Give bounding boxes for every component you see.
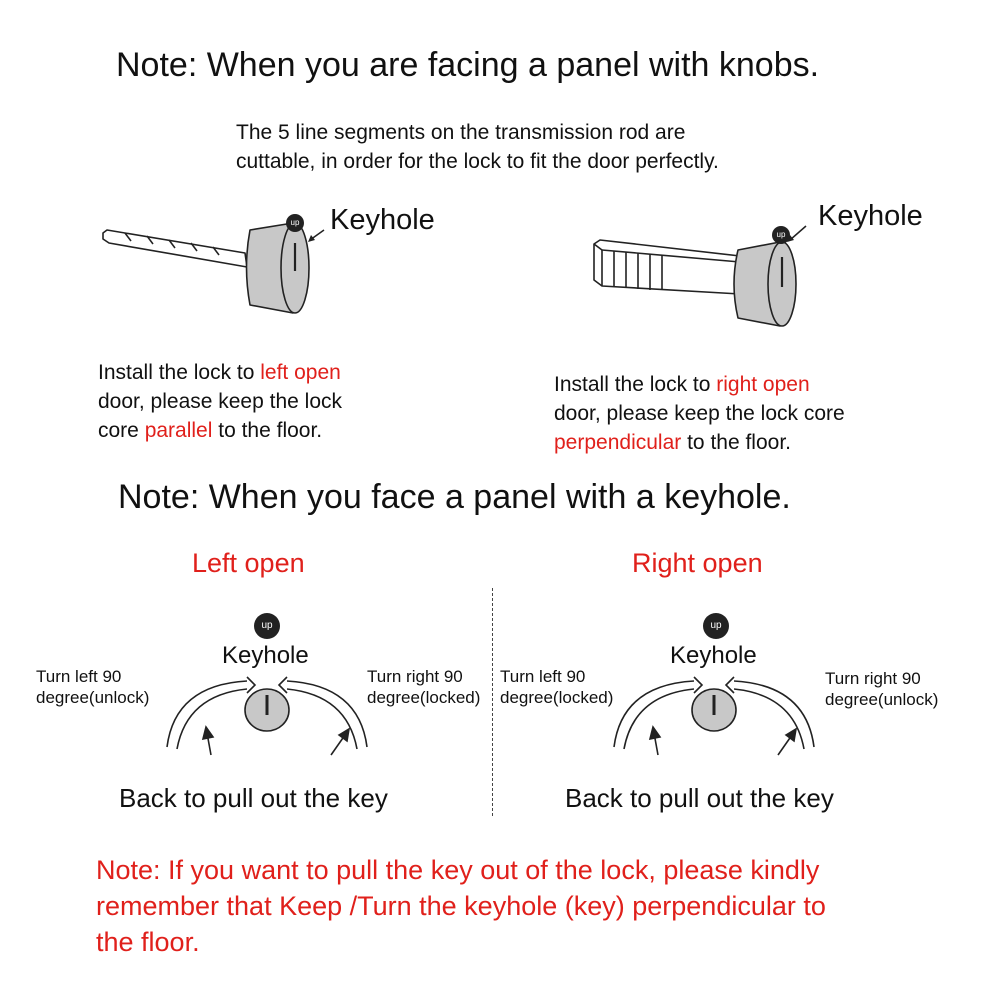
- up-badge-icon: up: [286, 214, 304, 232]
- bottom-note-line: the floor.: [96, 927, 200, 957]
- bottom-note: [96, 852, 826, 960]
- turn-left-instruction: [500, 666, 613, 708]
- highlight-right-open: right open: [716, 373, 810, 396]
- left-open-keyhole-diagram: [155, 665, 385, 765]
- bottom-note-line: Note: If you want to pull the key out of the lock, please kindly: [96, 855, 820, 885]
- top-heading: Note: When you are facing a panel with knobs.: [116, 46, 820, 84]
- top-subtext-line2: cuttable, in order for the lock to fit the door perfectly.: [236, 150, 719, 173]
- turn-left-instruction: [36, 666, 149, 708]
- left-open-title: Left open: [192, 548, 305, 578]
- up-badge-icon: up: [703, 613, 729, 639]
- middle-heading: Note: When you face a panel with a keyhole.: [118, 478, 791, 516]
- instruction-text: Install the lock to: [98, 361, 261, 384]
- keyhole-label: Keyhole: [670, 642, 757, 669]
- turn-text: Turn left 90: [500, 667, 586, 686]
- back-to-pull-label: Back to pull out the key: [119, 783, 388, 813]
- up-badge-icon: up: [772, 226, 790, 244]
- keyhole-label: Keyhole: [818, 200, 923, 232]
- back-to-pull-label: Back to pull out the key: [565, 783, 834, 813]
- turn-text: degree(locked): [367, 688, 481, 707]
- instruction-text: to the floor.: [681, 431, 792, 454]
- top-subtext: [236, 118, 719, 176]
- turn-text: degree(unlock): [825, 690, 939, 709]
- turn-text: degree(unlock): [36, 688, 150, 707]
- right-knob-lock-illustration: [590, 232, 820, 332]
- instruction-text: door, please keep the lock: [98, 390, 343, 413]
- left-open-instructions: [98, 358, 342, 445]
- instruction-text: Install the lock to: [554, 373, 717, 396]
- bottom-note-line: remember that Keep /Turn the keyhole (key) perpendicular to: [96, 891, 826, 921]
- up-badge-icon: up: [254, 613, 280, 639]
- top-subtext-line1: The 5 line segments on the transmission rod are: [236, 121, 686, 144]
- keyhole-pointer-arrow-icon: [784, 224, 808, 244]
- turn-text: Turn left 90: [36, 667, 122, 686]
- turn-text: degree(locked): [500, 688, 614, 707]
- highlight-left-open: left open: [260, 361, 341, 384]
- keyhole-label: Keyhole: [330, 204, 435, 236]
- turn-right-instruction: [825, 668, 938, 710]
- right-open-keyhole-diagram: [602, 665, 832, 765]
- right-open-title: Right open: [632, 548, 763, 578]
- highlight-perpendicular: perpendicular: [554, 431, 682, 454]
- right-open-instructions: [554, 370, 845, 457]
- instruction-text: to the floor.: [212, 419, 323, 442]
- instruction-text: core: [98, 419, 145, 442]
- turn-text: Turn right 90: [825, 669, 921, 688]
- instruction-text: door, please keep the lock core: [554, 402, 845, 425]
- highlight-parallel: parallel: [144, 419, 213, 442]
- divider: [492, 588, 493, 816]
- turn-text: Turn right 90: [367, 667, 463, 686]
- keyhole-label: Keyhole: [222, 642, 309, 669]
- keyhole-pointer-arrow-icon: [306, 228, 326, 244]
